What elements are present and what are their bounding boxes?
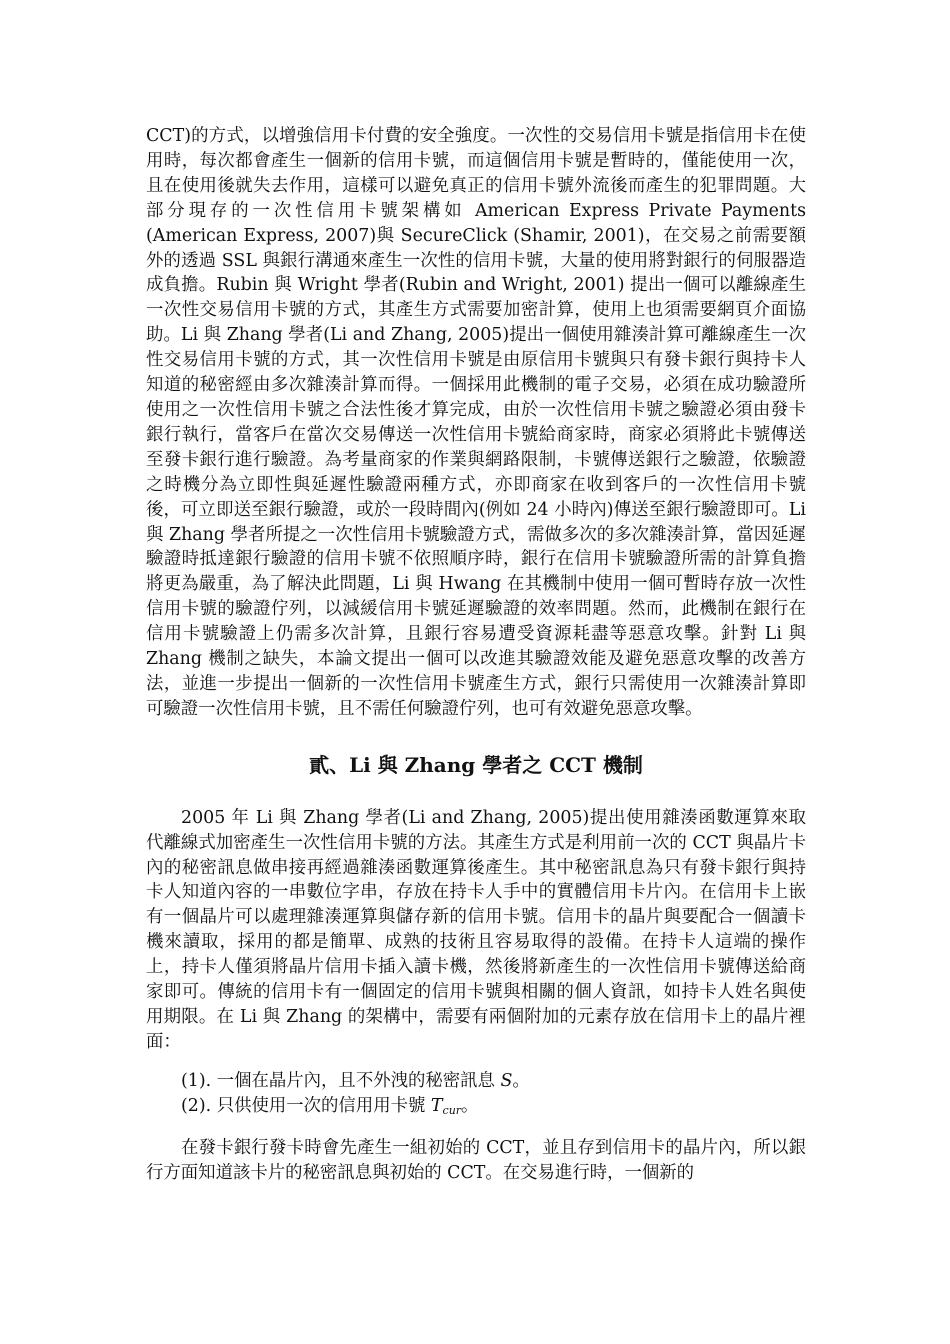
body-paragraph-2: 2005 年 Li 與 Zhang 學者(Li and Zhang, 2005)提出使用雜湊函數運算來取代離線式加密產生一次性信用卡號的方法。其產生方式是利用前一次的 CCT 與晶片卡內的秘密訊息做串接再經過雜湊函數運算後產生。其中秘密訊息為只有發卡銀行與持卡人知道內容的一串數位字串，存放在持卡人手中的實體信用卡片內。在信用卡上嵌有一個晶片可以處理雜湊運算與儲存新的信用卡號。信用卡的晶片與要配合一個讀卡機來讀取，採用的都是簡單、成熟的技術且容易取得的設備。在持卡人這端的操作上，持卡人僅須將晶片信用卡插入讀卡機，然後將新產生的一次性信用卡號傳送給商家即可。傳統的信用卡有一個固定的信用卡號與相關的個人資訊，如持卡人姓名與使用期限。在 Li 與 Zhang 的架構中，需要有兩個附加的元素存放在信用卡上的晶片裡面： (146, 807, 806, 1052)
list-item-text: (1). 一個在晶片內，且不外洩的秘密訊息 (181, 1070, 501, 1091)
variable-s: S (500, 1070, 513, 1091)
variable-t: T (430, 1095, 443, 1116)
list-item-suffix: 。 (512, 1070, 530, 1091)
list-item-card-number (181, 1094, 806, 1124)
body-paragraph-1: CCT)的方式，以增強信用卡付費的安全強度。一次性的交易信用卡號是指信用卡在使用時，每次都會產生一個新的信用卡號，而這個信用卡號是暫時的，僅能使用一次，且在使用後就失去作用，這樣可以避免真正的信用卡號外流後而產生的犯罪問題。大部分現存的一次性信用卡號架構如 American Express Private Payments (American Express, 2007)與 SecureClick (Shamir, 2001)，在交易之前需要額外的透過 SSL 與銀行溝通來產生一次性的信用卡號，大量的使用將對銀行的伺服器造成負擔。Rubin 與 Wright 學者(Rubin and Wright, 2001) 提出一個可以離線產生一次性交易信用卡號的方式，其產生方式需要加密計算，使用上也須需要網頁介面協助。Li 與 Zhang 學者(Li and Zhang, 2005)提出一個使用雜湊計算可離線產生一次性交易信用卡號的方式，其一次性信用卡號是由原信用卡號與只有發卡銀行與持卡人知道的秘密經由多次雜湊計算而得。一個採用此機制的電子交易，必須在成功驗證所使用之一次性信用卡號之合法性後才算完成，由於一次性信用卡號之驗證必須由發卡銀行執行，當客戶在當次交易傳送一次性信用卡號給商家時，商家必須將此卡號傳送至發卡銀行進行驗證。為考量商家的作業與網路限制，卡號傳送銀行之驗證，依驗證之時機分為立即性與延遲性驗證兩種方式，亦即商家在收到客戶的一次性信用卡號後，可立即送至銀行驗證，或於一段時間內(例如 24 小時內)傳送至銀行驗證即可。Li 與 Zhang 學者所提之一次性信用卡號驗證方式，需做多次的多次雜湊計算，當因延遲驗證時抵達銀行驗證的信用卡號不依照順序時，銀行在信用卡號驗證所需的計算負擔將更為嚴重，為了解決此問題，Li 與 Hwang 在其機制中使用一個可暫時存放一次性信用卡號的驗證佇列，以減緩信用卡號延遲驗證的效率問題。然而，此機制在銀行在信用卡號驗證上仍需多次計算，且銀行容易遭受資源耗盡等惡意攻擊。針對 Li 與 Zhang 機制之缺失，本論文提出一個可以改進其驗證效能及避免惡意攻擊的改善方法，並進一步提出一個新的一次性信用卡號產生方式，銀行只需使用一次雜湊計算即可驗證一次性信用卡號，且不需任何驗證佇列，也可有效避免惡意攻擊。 (146, 126, 806, 719)
section-heading: 貳、Li 與 Zhang 學者之 CCT 機制 (309, 752, 643, 777)
document-page (146, 124, 806, 1185)
variable-t-subscript: cur (442, 1103, 462, 1117)
list-item-text: (2). 只供使用一次的信用用卡號 (181, 1095, 431, 1116)
list-item-secret (181, 1069, 806, 1094)
element-list (146, 1069, 806, 1124)
body-paragraph-3: 在發卡銀行發卡時會先產生一組初始的 CCT，並且存到信用卡的晶片內，所以銀行方面知道該卡片的秘密訊息與初始的 CCT。在交易進行時，一個新的 (146, 1137, 806, 1183)
list-item-suffix: 。 (461, 1095, 479, 1116)
